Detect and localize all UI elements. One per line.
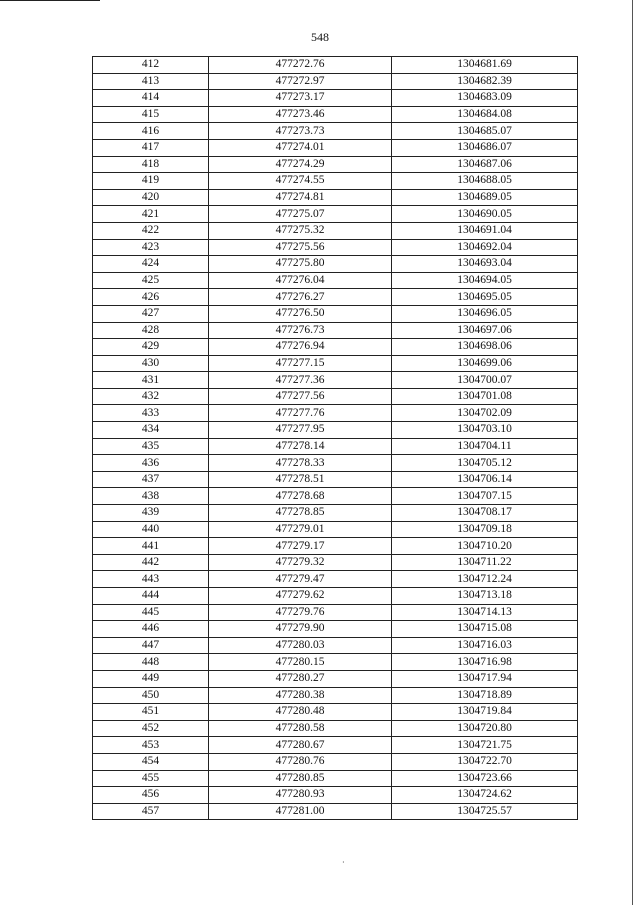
- x-coordinate-cell: 477277.36: [209, 372, 392, 389]
- y-coordinate-cell: 1304702.09: [392, 405, 578, 422]
- table-row: [93, 704, 578, 721]
- y-coordinate-cell: 1304692.04: [392, 239, 578, 256]
- y-coordinate-cell: 1304709.18: [392, 521, 578, 538]
- top-rule: [0, 0, 100, 1]
- y-coordinate-cell: 1304713.18: [392, 588, 578, 605]
- x-coordinate-cell: 477279.17: [209, 538, 392, 555]
- point-number-cell: 444: [93, 588, 209, 605]
- y-coordinate-cell: 1304682.39: [392, 73, 578, 90]
- y-coordinate-cell: 1304722.70: [392, 753, 578, 770]
- table-row: [93, 90, 578, 107]
- x-coordinate-cell: 477278.14: [209, 438, 392, 455]
- y-coordinate-cell: 1304689.05: [392, 189, 578, 206]
- table-row: [93, 637, 578, 654]
- x-coordinate-cell: 477277.15: [209, 355, 392, 372]
- table-row: [93, 372, 578, 389]
- table-row: [93, 538, 578, 555]
- x-coordinate-cell: 477279.76: [209, 604, 392, 621]
- table-row: [93, 488, 578, 505]
- y-coordinate-cell: 1304698.06: [392, 339, 578, 356]
- table-row: [93, 471, 578, 488]
- x-coordinate-cell: 477279.01: [209, 521, 392, 538]
- y-coordinate-cell: 1304701.08: [392, 388, 578, 405]
- table-row: [93, 405, 578, 422]
- table-row: [93, 388, 578, 405]
- y-coordinate-cell: 1304720.80: [392, 720, 578, 737]
- point-number-cell: 456: [93, 787, 209, 804]
- point-number-cell: 433: [93, 405, 209, 422]
- x-coordinate-cell: 477280.67: [209, 737, 392, 754]
- point-number-cell: 454: [93, 753, 209, 770]
- y-coordinate-cell: 1304708.17: [392, 505, 578, 522]
- point-number-cell: 429: [93, 339, 209, 356]
- y-coordinate-cell: 1304695.05: [392, 289, 578, 306]
- table-row: [93, 654, 578, 671]
- x-coordinate-cell: 477278.51: [209, 471, 392, 488]
- point-number-cell: 440: [93, 521, 209, 538]
- x-coordinate-cell: 477274.55: [209, 173, 392, 190]
- y-coordinate-cell: 1304705.12: [392, 455, 578, 472]
- x-coordinate-cell: 477280.27: [209, 670, 392, 687]
- x-coordinate-cell: 477274.29: [209, 156, 392, 173]
- point-number-cell: 420: [93, 189, 209, 206]
- table-row: [93, 206, 578, 223]
- table-row: [93, 803, 578, 820]
- point-number-cell: 415: [93, 106, 209, 123]
- x-coordinate-cell: 477274.81: [209, 189, 392, 206]
- x-coordinate-cell: 477279.90: [209, 621, 392, 638]
- x-coordinate-cell: 477276.27: [209, 289, 392, 306]
- x-coordinate-cell: 477280.03: [209, 637, 392, 654]
- x-coordinate-cell: 477280.85: [209, 770, 392, 787]
- y-coordinate-cell: 1304721.75: [392, 737, 578, 754]
- point-number-cell: 451: [93, 704, 209, 721]
- x-coordinate-cell: 477280.76: [209, 753, 392, 770]
- table-row: [93, 57, 578, 74]
- table-row: [93, 305, 578, 322]
- x-coordinate-cell: 477276.50: [209, 305, 392, 322]
- table-row: [93, 505, 578, 522]
- y-coordinate-cell: 1304685.07: [392, 123, 578, 140]
- x-coordinate-cell: 477275.56: [209, 239, 392, 256]
- table-row: [93, 422, 578, 439]
- x-coordinate-cell: 477276.94: [209, 339, 392, 356]
- y-coordinate-cell: 1304723.66: [392, 770, 578, 787]
- x-coordinate-cell: 477272.76: [209, 57, 392, 74]
- y-coordinate-cell: 1304725.57: [392, 803, 578, 820]
- table-row: [93, 687, 578, 704]
- x-coordinate-cell: 477274.01: [209, 139, 392, 156]
- point-number-cell: 425: [93, 272, 209, 289]
- table-row: [93, 173, 578, 190]
- point-number-cell: 432: [93, 388, 209, 405]
- x-coordinate-cell: 477278.33: [209, 455, 392, 472]
- table-row: [93, 156, 578, 173]
- point-number-cell: 436: [93, 455, 209, 472]
- table-row: [93, 521, 578, 538]
- table-row: [93, 455, 578, 472]
- point-number-cell: 442: [93, 554, 209, 571]
- y-coordinate-cell: 1304681.69: [392, 57, 578, 74]
- x-coordinate-cell: 477279.62: [209, 588, 392, 605]
- table-row: [93, 272, 578, 289]
- y-coordinate-cell: 1304719.84: [392, 704, 578, 721]
- point-number-cell: 455: [93, 770, 209, 787]
- table-row: [93, 588, 578, 605]
- y-coordinate-cell: 1304687.06: [392, 156, 578, 173]
- point-number-cell: 439: [93, 505, 209, 522]
- point-number-cell: 412: [93, 57, 209, 74]
- table-row: [93, 106, 578, 123]
- point-number-cell: 430: [93, 355, 209, 372]
- x-coordinate-cell: 477278.68: [209, 488, 392, 505]
- y-coordinate-cell: 1304704.11: [392, 438, 578, 455]
- y-coordinate-cell: 1304693.04: [392, 256, 578, 273]
- point-number-cell: 423: [93, 239, 209, 256]
- x-coordinate-cell: 477281.00: [209, 803, 392, 820]
- table-row: [93, 571, 578, 588]
- table-row: [93, 139, 578, 156]
- table-row: [93, 670, 578, 687]
- table-row: [93, 753, 578, 770]
- table-row: [93, 256, 578, 273]
- table-row: [93, 770, 578, 787]
- point-number-cell: 413: [93, 73, 209, 90]
- point-number-cell: 435: [93, 438, 209, 455]
- point-number-cell: 422: [93, 222, 209, 239]
- y-coordinate-cell: 1304710.20: [392, 538, 578, 555]
- y-coordinate-cell: 1304703.10: [392, 422, 578, 439]
- point-number-cell: 450: [93, 687, 209, 704]
- point-number-cell: 457: [93, 803, 209, 820]
- point-number-cell: 427: [93, 305, 209, 322]
- x-coordinate-cell: 477280.58: [209, 720, 392, 737]
- point-number-cell: 441: [93, 538, 209, 555]
- x-coordinate-cell: 477276.73: [209, 322, 392, 339]
- y-coordinate-cell: 1304712.24: [392, 571, 578, 588]
- y-coordinate-cell: 1304686.07: [392, 139, 578, 156]
- table-row: [93, 289, 578, 306]
- x-coordinate-cell: 477276.04: [209, 272, 392, 289]
- y-coordinate-cell: 1304694.05: [392, 272, 578, 289]
- x-coordinate-cell: 477280.93: [209, 787, 392, 804]
- point-number-cell: 414: [93, 90, 209, 107]
- y-coordinate-cell: 1304696.05: [392, 305, 578, 322]
- coordinates-table: [92, 56, 578, 820]
- x-coordinate-cell: 477280.48: [209, 704, 392, 721]
- right-edge-rule: [632, 0, 633, 905]
- y-coordinate-cell: 1304711.22: [392, 554, 578, 571]
- table-row: [93, 222, 578, 239]
- point-number-cell: 418: [93, 156, 209, 173]
- y-coordinate-cell: 1304683.09: [392, 90, 578, 107]
- point-number-cell: 424: [93, 256, 209, 273]
- page-number: 548: [311, 30, 329, 44]
- x-coordinate-cell: 477277.95: [209, 422, 392, 439]
- x-coordinate-cell: 477279.47: [209, 571, 392, 588]
- x-coordinate-cell: 477280.38: [209, 687, 392, 704]
- point-number-cell: 421: [93, 206, 209, 223]
- table-row: [93, 604, 578, 621]
- y-coordinate-cell: 1304691.04: [392, 222, 578, 239]
- table-row: [93, 355, 578, 372]
- x-coordinate-cell: 477277.56: [209, 388, 392, 405]
- point-number-cell: 428: [93, 322, 209, 339]
- x-coordinate-cell: 477273.17: [209, 90, 392, 107]
- y-coordinate-cell: 1304690.05: [392, 206, 578, 223]
- y-coordinate-cell: 1304684.08: [392, 106, 578, 123]
- table-row: [93, 123, 578, 140]
- x-coordinate-cell: 477275.80: [209, 256, 392, 273]
- point-number-cell: 443: [93, 571, 209, 588]
- point-number-cell: 431: [93, 372, 209, 389]
- x-coordinate-cell: 477273.73: [209, 123, 392, 140]
- table-row: [93, 73, 578, 90]
- table-row: [93, 239, 578, 256]
- point-number-cell: 449: [93, 670, 209, 687]
- y-coordinate-cell: 1304715.08: [392, 621, 578, 638]
- point-number-cell: 437: [93, 471, 209, 488]
- point-number-cell: 416: [93, 123, 209, 140]
- point-number-cell: 445: [93, 604, 209, 621]
- x-coordinate-cell: 477273.46: [209, 106, 392, 123]
- y-coordinate-cell: 1304706.14: [392, 471, 578, 488]
- table-row: [93, 438, 578, 455]
- y-coordinate-cell: 1304724.62: [392, 787, 578, 804]
- y-coordinate-cell: 1304716.98: [392, 654, 578, 671]
- y-coordinate-cell: 1304697.06: [392, 322, 578, 339]
- x-coordinate-cell: 477279.32: [209, 554, 392, 571]
- x-coordinate-cell: 477280.15: [209, 654, 392, 671]
- y-coordinate-cell: 1304699.06: [392, 355, 578, 372]
- point-number-cell: 438: [93, 488, 209, 505]
- y-coordinate-cell: 1304707.15: [392, 488, 578, 505]
- point-number-cell: 446: [93, 621, 209, 638]
- point-number-cell: 419: [93, 173, 209, 190]
- y-coordinate-cell: 1304714.13: [392, 604, 578, 621]
- footer-mark: ·: [342, 858, 345, 867]
- x-coordinate-cell: 477272.97: [209, 73, 392, 90]
- table-row: [93, 737, 578, 754]
- table-row: [93, 787, 578, 804]
- table-row: [93, 621, 578, 638]
- x-coordinate-cell: 477277.76: [209, 405, 392, 422]
- table-row: [93, 720, 578, 737]
- table-row: [93, 339, 578, 356]
- y-coordinate-cell: 1304717.94: [392, 670, 578, 687]
- coordinates-table-body: [93, 57, 578, 820]
- x-coordinate-cell: 477275.32: [209, 222, 392, 239]
- point-number-cell: 452: [93, 720, 209, 737]
- point-number-cell: 453: [93, 737, 209, 754]
- table-row: [93, 554, 578, 571]
- point-number-cell: 417: [93, 139, 209, 156]
- x-coordinate-cell: 477278.85: [209, 505, 392, 522]
- x-coordinate-cell: 477275.07: [209, 206, 392, 223]
- point-number-cell: 447: [93, 637, 209, 654]
- point-number-cell: 426: [93, 289, 209, 306]
- y-coordinate-cell: 1304688.05: [392, 173, 578, 190]
- table-row: [93, 189, 578, 206]
- y-coordinate-cell: 1304716.03: [392, 637, 578, 654]
- y-coordinate-cell: 1304700.07: [392, 372, 578, 389]
- y-coordinate-cell: 1304718.89: [392, 687, 578, 704]
- point-number-cell: 448: [93, 654, 209, 671]
- table-row: [93, 322, 578, 339]
- point-number-cell: 434: [93, 422, 209, 439]
